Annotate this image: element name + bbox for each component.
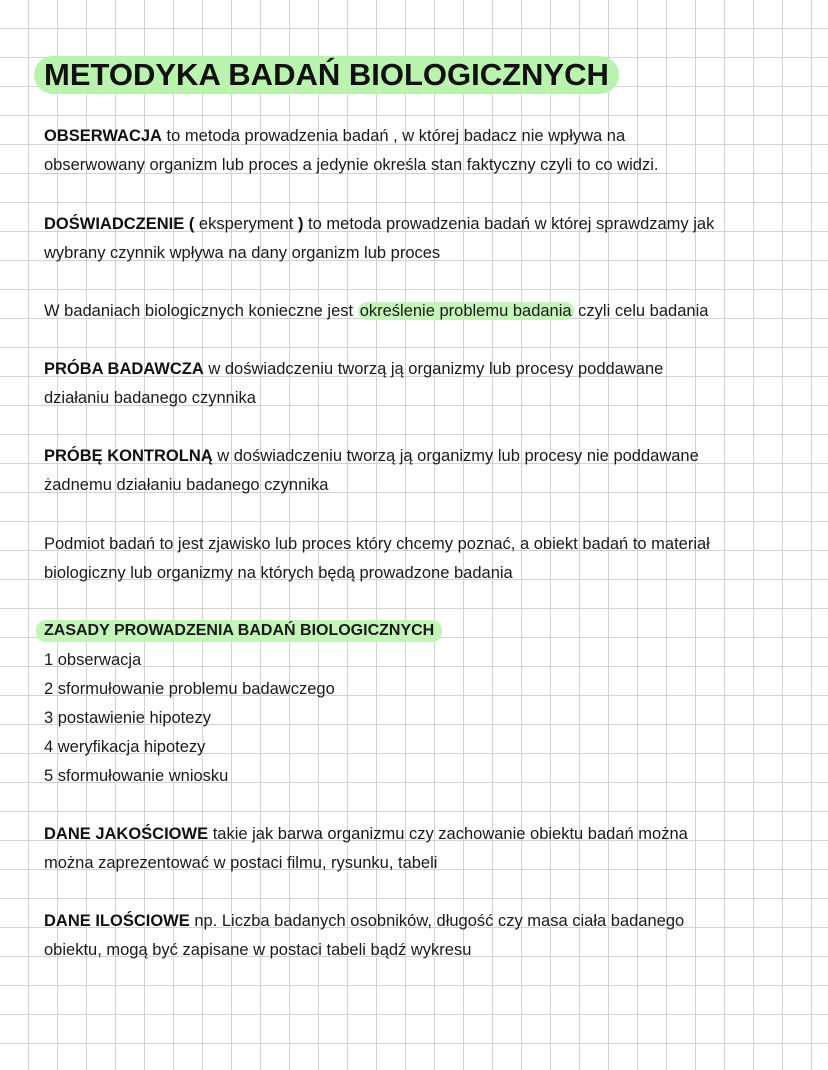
text: w doświadczeniu tworzą ją organizmy lub procesy nie poddawane [212, 447, 699, 465]
term: PRÓBĘ KONTROLNĄ [44, 447, 213, 465]
highlight: określenie problemu badania [359, 302, 572, 320]
podmiot-line-1: Podmiot badań to jest zjawisko lub proces który chcemy poznać, a obiekt badań to materiał [44, 535, 710, 553]
text: czyli celu badania [573, 302, 709, 320]
term: OBSERWACJA [44, 127, 162, 145]
obserwacja-line-2: obserwowany organizm lub proces a jedynie określa stan faktyczny czyli to co widzi. [44, 156, 659, 174]
text: w doświadczeniu tworzą ją organizmy lub procesy poddawane [203, 360, 664, 378]
term: PRÓBA BADAWCZA [44, 360, 204, 378]
obserwacja-line-1 [44, 126, 625, 146]
text: takie jak barwa organizmu czy zachowanie obiektu badań można [208, 825, 688, 843]
text: np. Liczba badanych osobników, długość czy masa ciała badanego [189, 912, 685, 930]
text: to metoda prowadzenia badań w której sprawdzamy jak [303, 215, 715, 233]
kontrolna-line-1 [44, 446, 699, 466]
doswiadczenie-line-1 [44, 214, 714, 234]
text: eksperyment [194, 215, 298, 233]
list-item: 5 sformułowanie wniosku [44, 767, 229, 785]
text: to metoda prowadzenia badań , w której badacz nie wpływa na [161, 127, 626, 145]
problem-line [44, 301, 708, 321]
term: DANE JAKOŚCIOWE [44, 825, 209, 843]
proba-line-2: działaniu badanego czynnika [44, 389, 256, 407]
section-heading: ZASADY PROWADZENIA BADAŃ BIOLOGICZNYCH [36, 620, 442, 642]
list-item: 2 sformułowanie problemu badawczego [44, 680, 335, 698]
jakosciowe-line-1 [44, 824, 688, 844]
page-title: METODYKA BADAŃ BIOLOGICZNYCH [34, 56, 619, 94]
proba-line-1 [44, 359, 663, 379]
term: DANE ILOŚCIOWE [44, 912, 190, 930]
list-item: 1 obserwacja [44, 651, 142, 669]
podmiot-line-2: biologiczny lub organizmy na których będą prowadzone badania [44, 564, 513, 582]
text: W badaniach biologicznych konieczne jest [44, 302, 358, 320]
term: DOŚWIADCZENIE ( [44, 215, 195, 233]
jakosciowe-line-2: można zaprezentować w postaci filmu, rysunku, tabeli [44, 854, 438, 872]
ilosciowe-line-2: obiektu, mogą być zapisane w postaci tabeli bądź wykresu [44, 941, 472, 959]
list-item: 4 weryfikacja hipotezy [44, 738, 206, 756]
doswiadczenie-line-2: wybrany czynnik wpływa na dany organizm lub proces [44, 244, 441, 262]
kontrolna-line-2: żadnemu działaniu badanego czynnika [44, 476, 329, 494]
paren: ) [297, 215, 304, 233]
ilosciowe-line-1 [44, 911, 684, 931]
list-item: 3 postawienie hipotezy [44, 709, 211, 727]
